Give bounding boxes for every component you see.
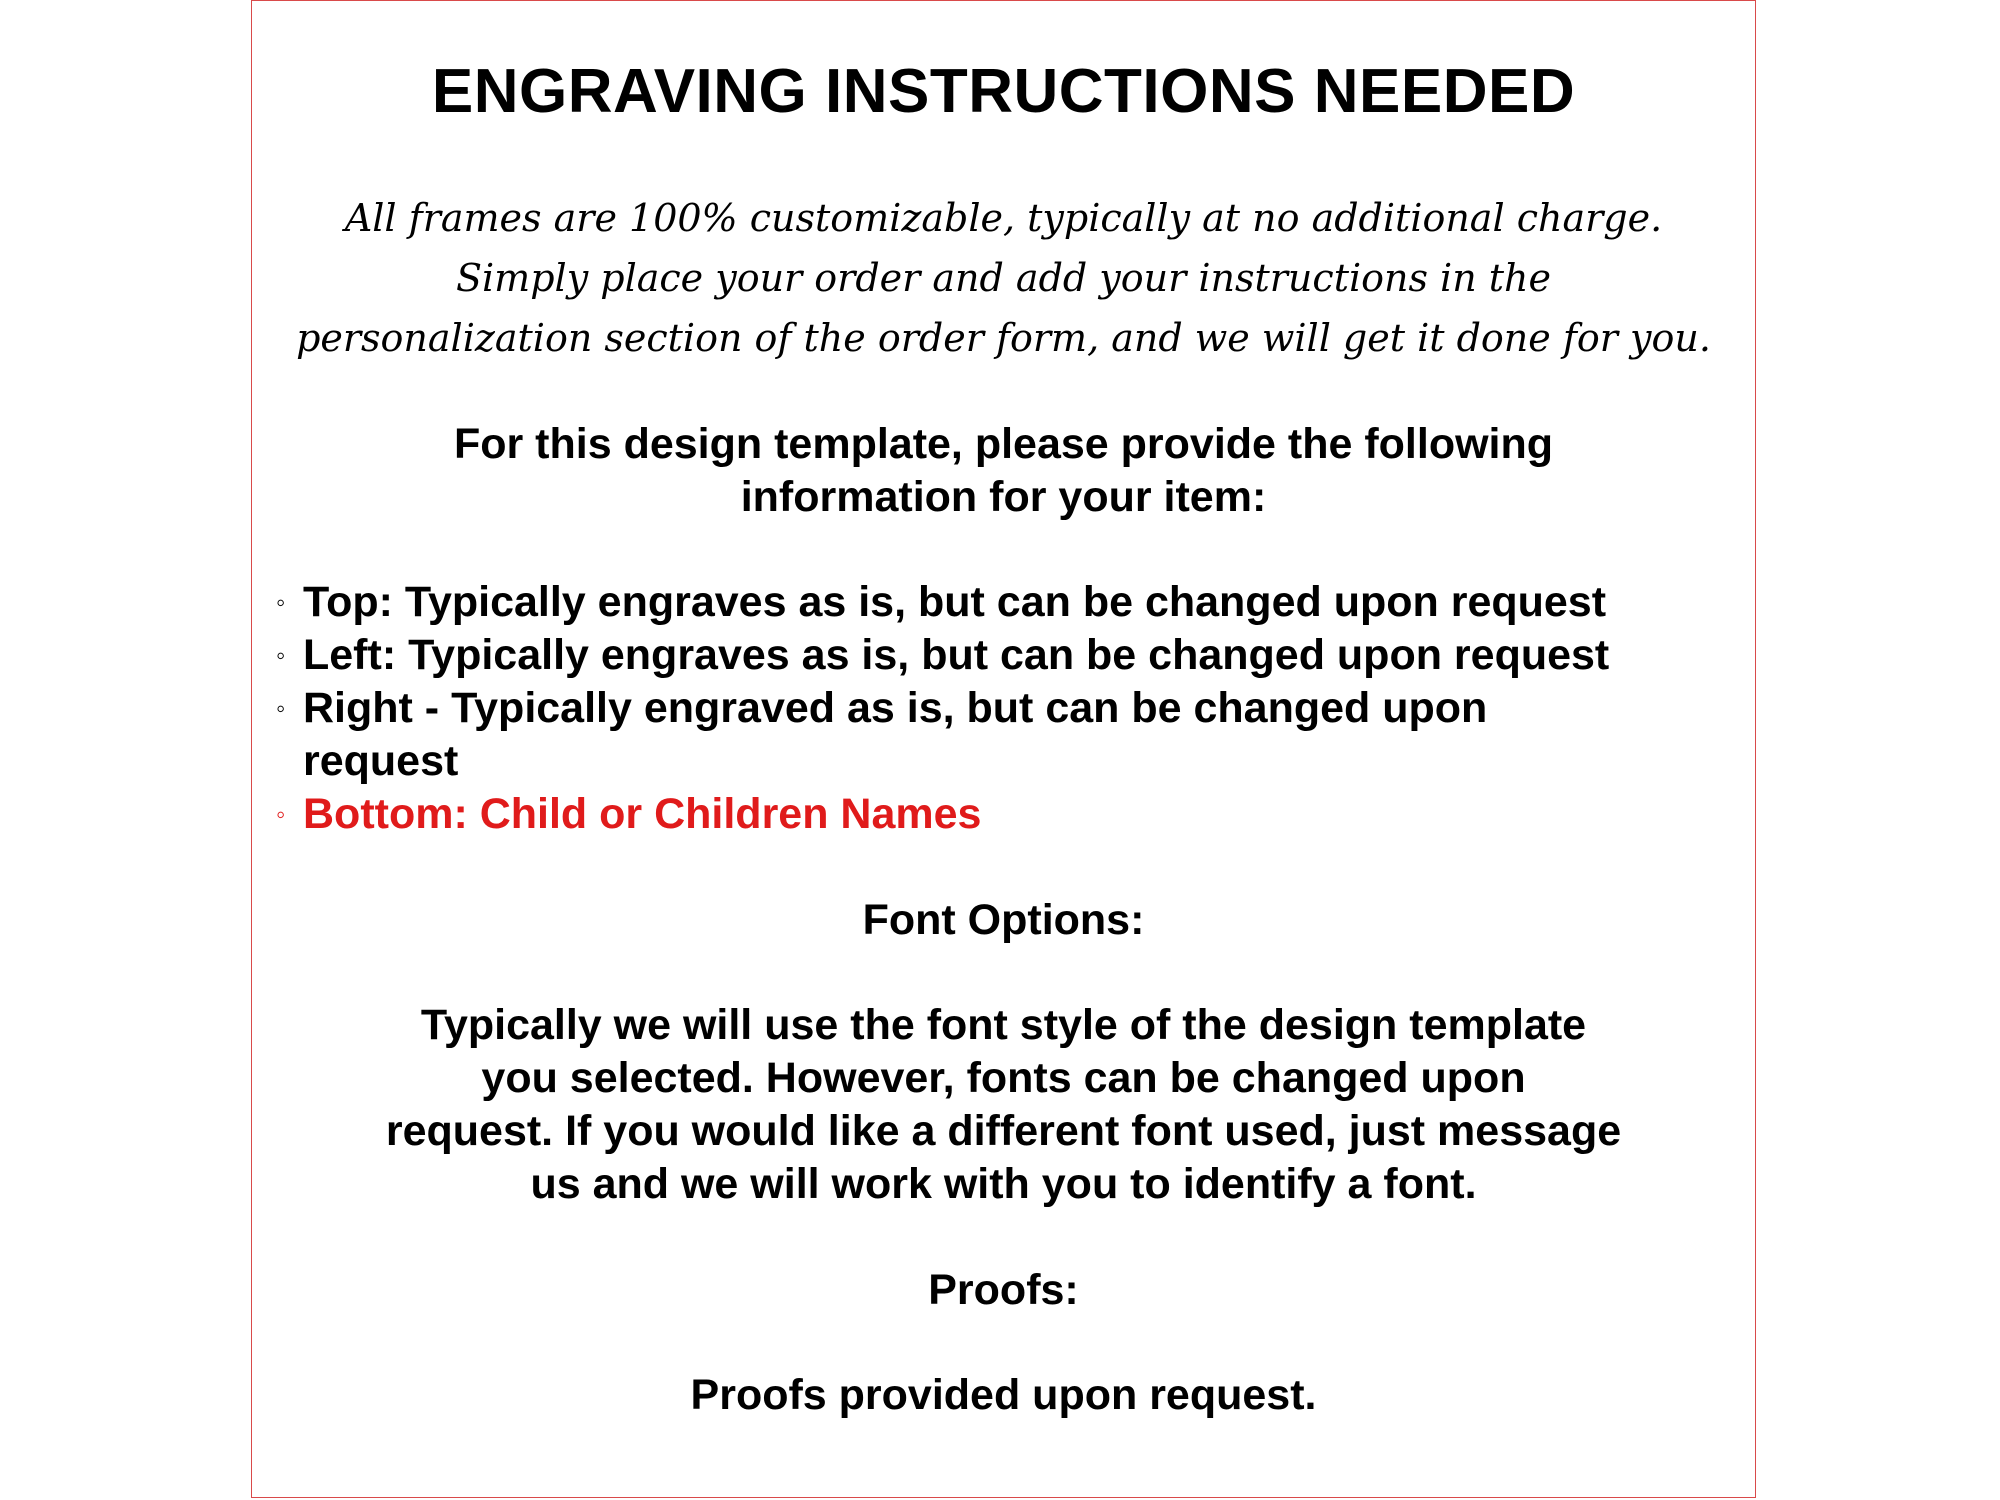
intro-line: All frames are 100% customizable, typically at no additional charge. — [344, 196, 1663, 240]
bullet-icon: ◦ — [276, 799, 286, 829]
font-options-text — [252, 999, 1755, 1211]
font-options-line: request. If you would like a different font used, just message — [385, 1107, 1622, 1155]
proofs-heading: Proofs: — [928, 1266, 1079, 1314]
list-item-right — [276, 682, 1755, 788]
font-options-line: us and we will work with you to identify a font. — [530, 1160, 1477, 1208]
engraving-positions-list — [276, 576, 1755, 841]
list-item-text: Bottom: Child or Children Names — [303, 790, 982, 838]
intro-text — [252, 188, 1755, 368]
bullet-icon: ◦ — [276, 640, 286, 670]
list-item-left — [276, 629, 1755, 682]
proofs-text: Proofs provided upon request. — [690, 1371, 1317, 1419]
list-item-text: Right - Typically engraved as is, but can be changed upon request — [303, 684, 1488, 785]
request-text — [252, 418, 1755, 524]
list-item-top — [276, 576, 1755, 629]
font-options-line: you selected. However, fonts can be changed upon — [481, 1054, 1526, 1102]
list-item-text: Top: Typically engraves as is, but can be changed upon request — [303, 578, 1607, 626]
list-item-text: Left: Typically engraves as is, but can be changed upon request — [303, 631, 1610, 679]
bullet-icon: ◦ — [276, 693, 286, 723]
list-item-bottom — [276, 788, 1755, 841]
font-options-heading: Font Options: — [862, 896, 1145, 944]
page-title: ENGRAVING INSTRUCTIONS NEEDED — [431, 57, 1576, 126]
request-line: For this design template, please provide the following — [453, 420, 1554, 468]
intro-line: Simply place your order and add your instructions in the — [456, 256, 1551, 300]
instructions-card — [251, 0, 1756, 1498]
intro-line: personalization section of the order form, and we will get it done for you. — [296, 316, 1711, 360]
bullet-icon: ◦ — [276, 587, 286, 617]
font-options-line: Typically we will use the font style of the design template — [420, 1001, 1587, 1049]
request-line: information for your item: — [740, 473, 1267, 521]
